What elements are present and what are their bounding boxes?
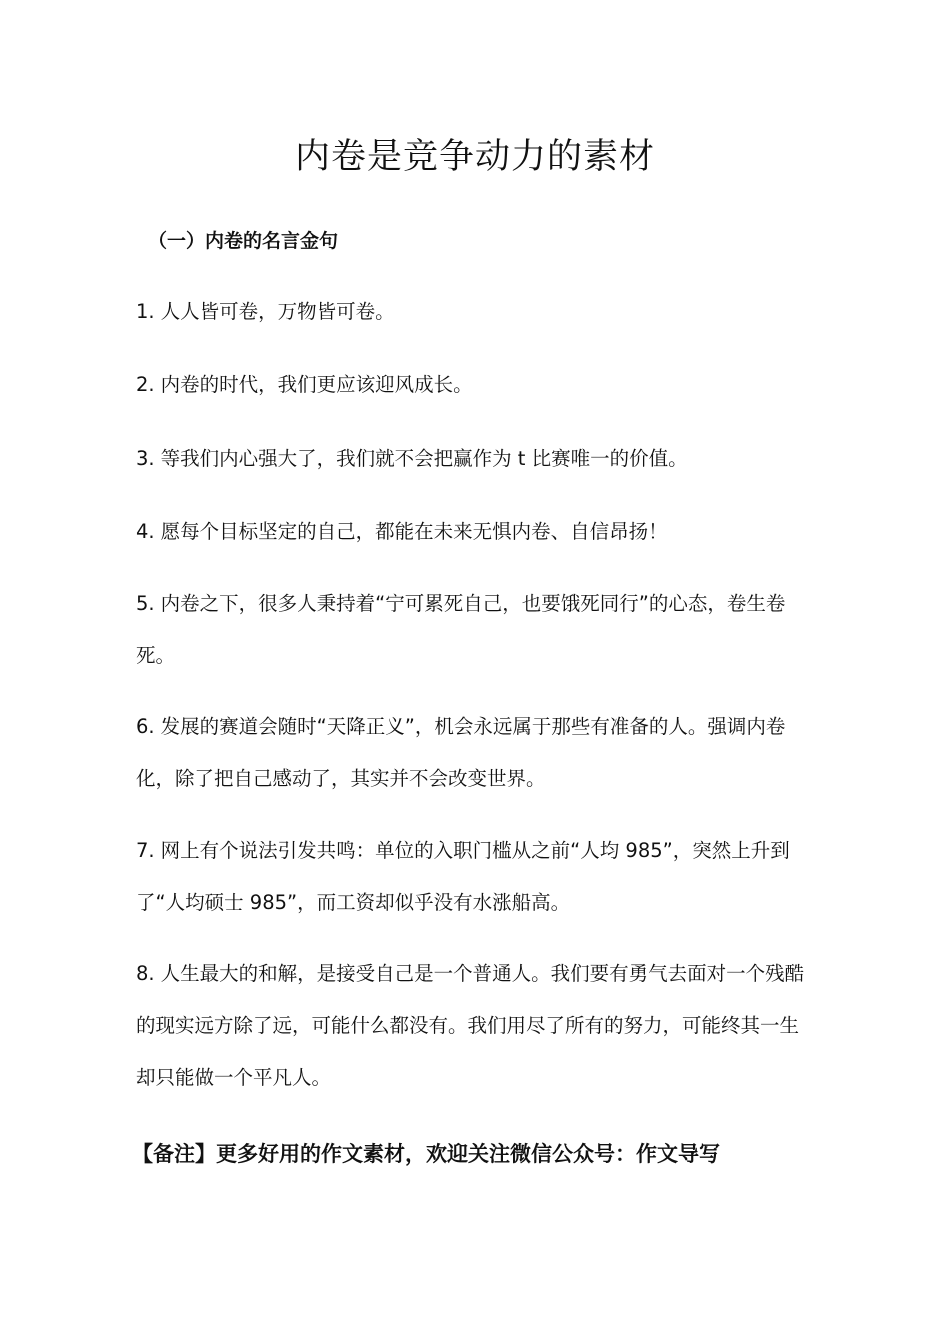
list-item-number: 2. <box>136 373 155 396</box>
list-item-number: 4. <box>136 520 155 543</box>
list-item <box>136 506 816 558</box>
list-item <box>136 701 816 805</box>
list-item-number: 5. <box>136 592 155 615</box>
section-heading: （一）内卷的名言金句 <box>148 230 339 252</box>
list-item <box>136 578 816 682</box>
list-item-text: 内卷之下，很多人秉持着“宁可累死自己，也要饿死同行”的心态，卷生卷死。 <box>136 592 786 667</box>
list-item-number: 3. <box>136 447 155 470</box>
list-item-text: 愿每个目标坚定的自己，都能在未来无惧内卷、自信昂扬！ <box>160 520 668 543</box>
list-item-number: 1. <box>136 300 155 323</box>
list-item-text: 人生最大的和解，是接受自己是一个普通人。我们要有勇气去面对一个残酷的现实远方除了远，可能什么都没有。我们用尽了所有的努力，可能终其一生却只能做一个平凡人。 <box>136 962 805 1089</box>
list-item-text: 内卷的时代，我们更应该迎风成长。 <box>160 373 473 396</box>
footer-note: 【备注】更多好用的作文素材，欢迎关注微信公众号：作文导写 <box>132 1142 720 1166</box>
list-item-text: 网上有个说法引发共鸣：单位的入职门槛从之前“人均 985”，突然上升到了“人均硕士 985”，而工资却似乎没有水涨船高。 <box>136 839 790 914</box>
list-item-text: 人人皆可卷，万物皆可卷。 <box>160 300 395 323</box>
list-item-number: 7. <box>136 839 155 862</box>
list-item <box>136 433 816 485</box>
list-item-text: 等我们内心强大了，我们就不会把赢作为 t 比赛唯一的价值。 <box>160 447 688 470</box>
page-title: 内卷是竞争动力的素材 <box>294 137 655 177</box>
list-item-number: 6. <box>136 715 155 738</box>
list-item-text: 发展的赛道会随时“天降正义”，机会永远属于那些有准备的人。强调内卷化，除了把自己感动了，其实并不会改变世界。 <box>136 715 786 790</box>
list-item <box>136 825 816 929</box>
list-item-number: 8. <box>136 962 155 985</box>
list-item <box>136 359 816 411</box>
list-item <box>136 948 816 1104</box>
list-item <box>136 286 816 338</box>
